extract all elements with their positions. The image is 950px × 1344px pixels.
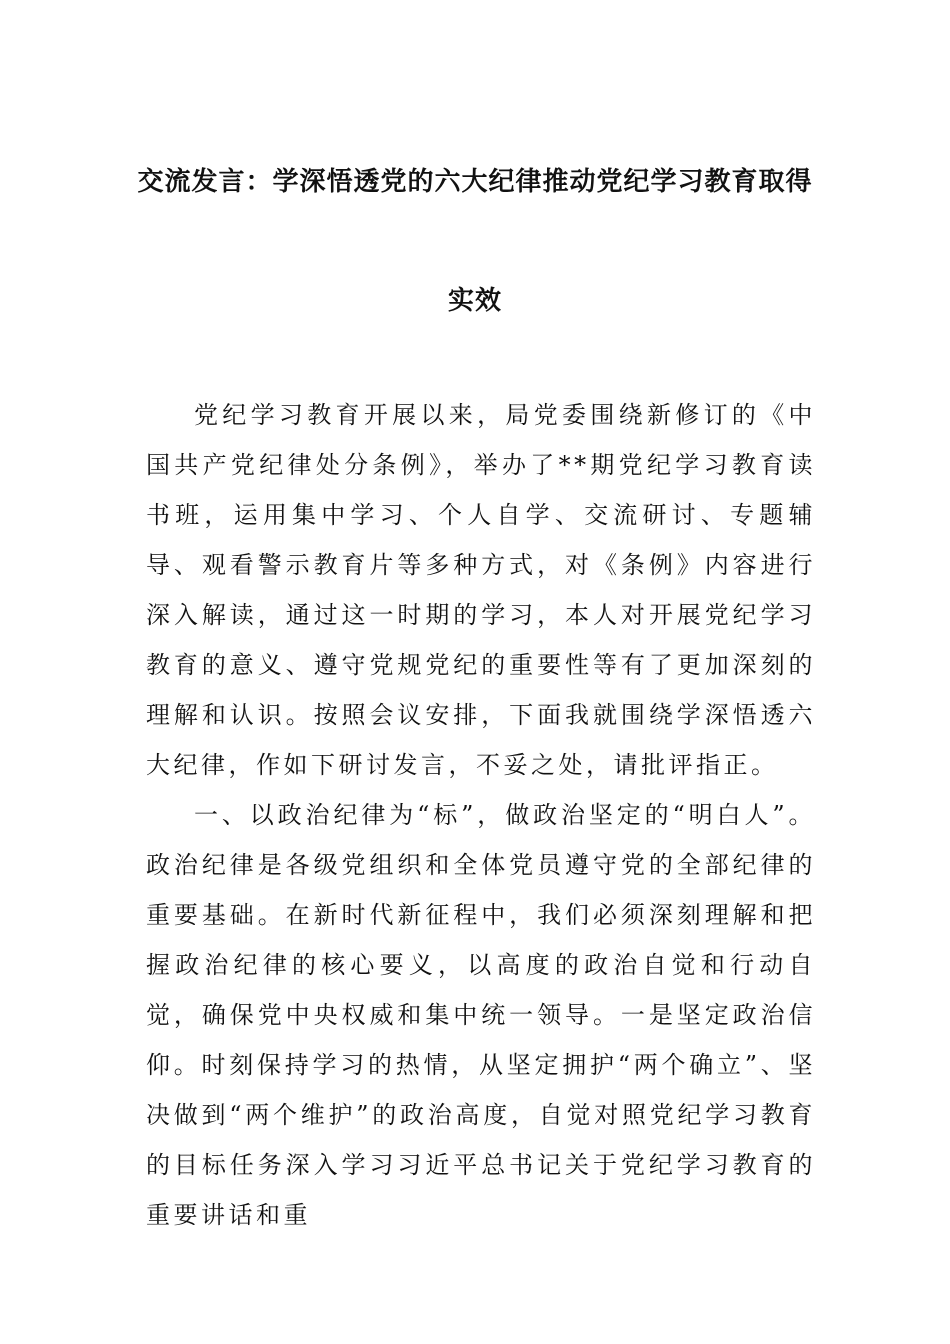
paragraph-political-discipline: 一、以政治纪律为“标”，做政治坚定的“明白人”。政治纪律是各级党组织和全体党员遵守党的全部纪律的重要基础。在新时代新征程中，我们必须深刻理解和把握政治纪律的核心要义，以高度的政治自觉和行动自觉，确保党中央权威和集中统一领导。一是坚定政治信仰。时刻保持学习的热情，从坚定拥护“两个确立”、坚决做到“两个维护”的政治高度，自觉对照党纪学习教育的目标任务深入学习习近平总书记关于党纪学习教育的重要讲话和重 (146, 801, 816, 1229)
document-title-line-1: 交流发言：学深悟透党的六大纪律推动党纪学习教育取得 (137, 167, 813, 197)
document-body (146, 390, 816, 1240)
document-title-line-2: 实效 (447, 286, 502, 316)
paragraph-introduction: 党纪学习教育开展以来，局党委围绕新修订的《中国共产党纪律处分条例》，举办了**期党纪学习教育读书班，运用集中学习、个人自学、交流研讨、专题辅导、观看警示教育片等多种方式，对《条例》内容进行深入解读，通过这一时期的学习，本人对开展党纪学习教育的意义、遵守党规党纪的重要性等有了更加深刻的理解和认识。按照会议安排，下面我就围绕学深悟透六大纪律，作如下研讨发言，不妥之处，请批评指正。 (146, 401, 816, 779)
